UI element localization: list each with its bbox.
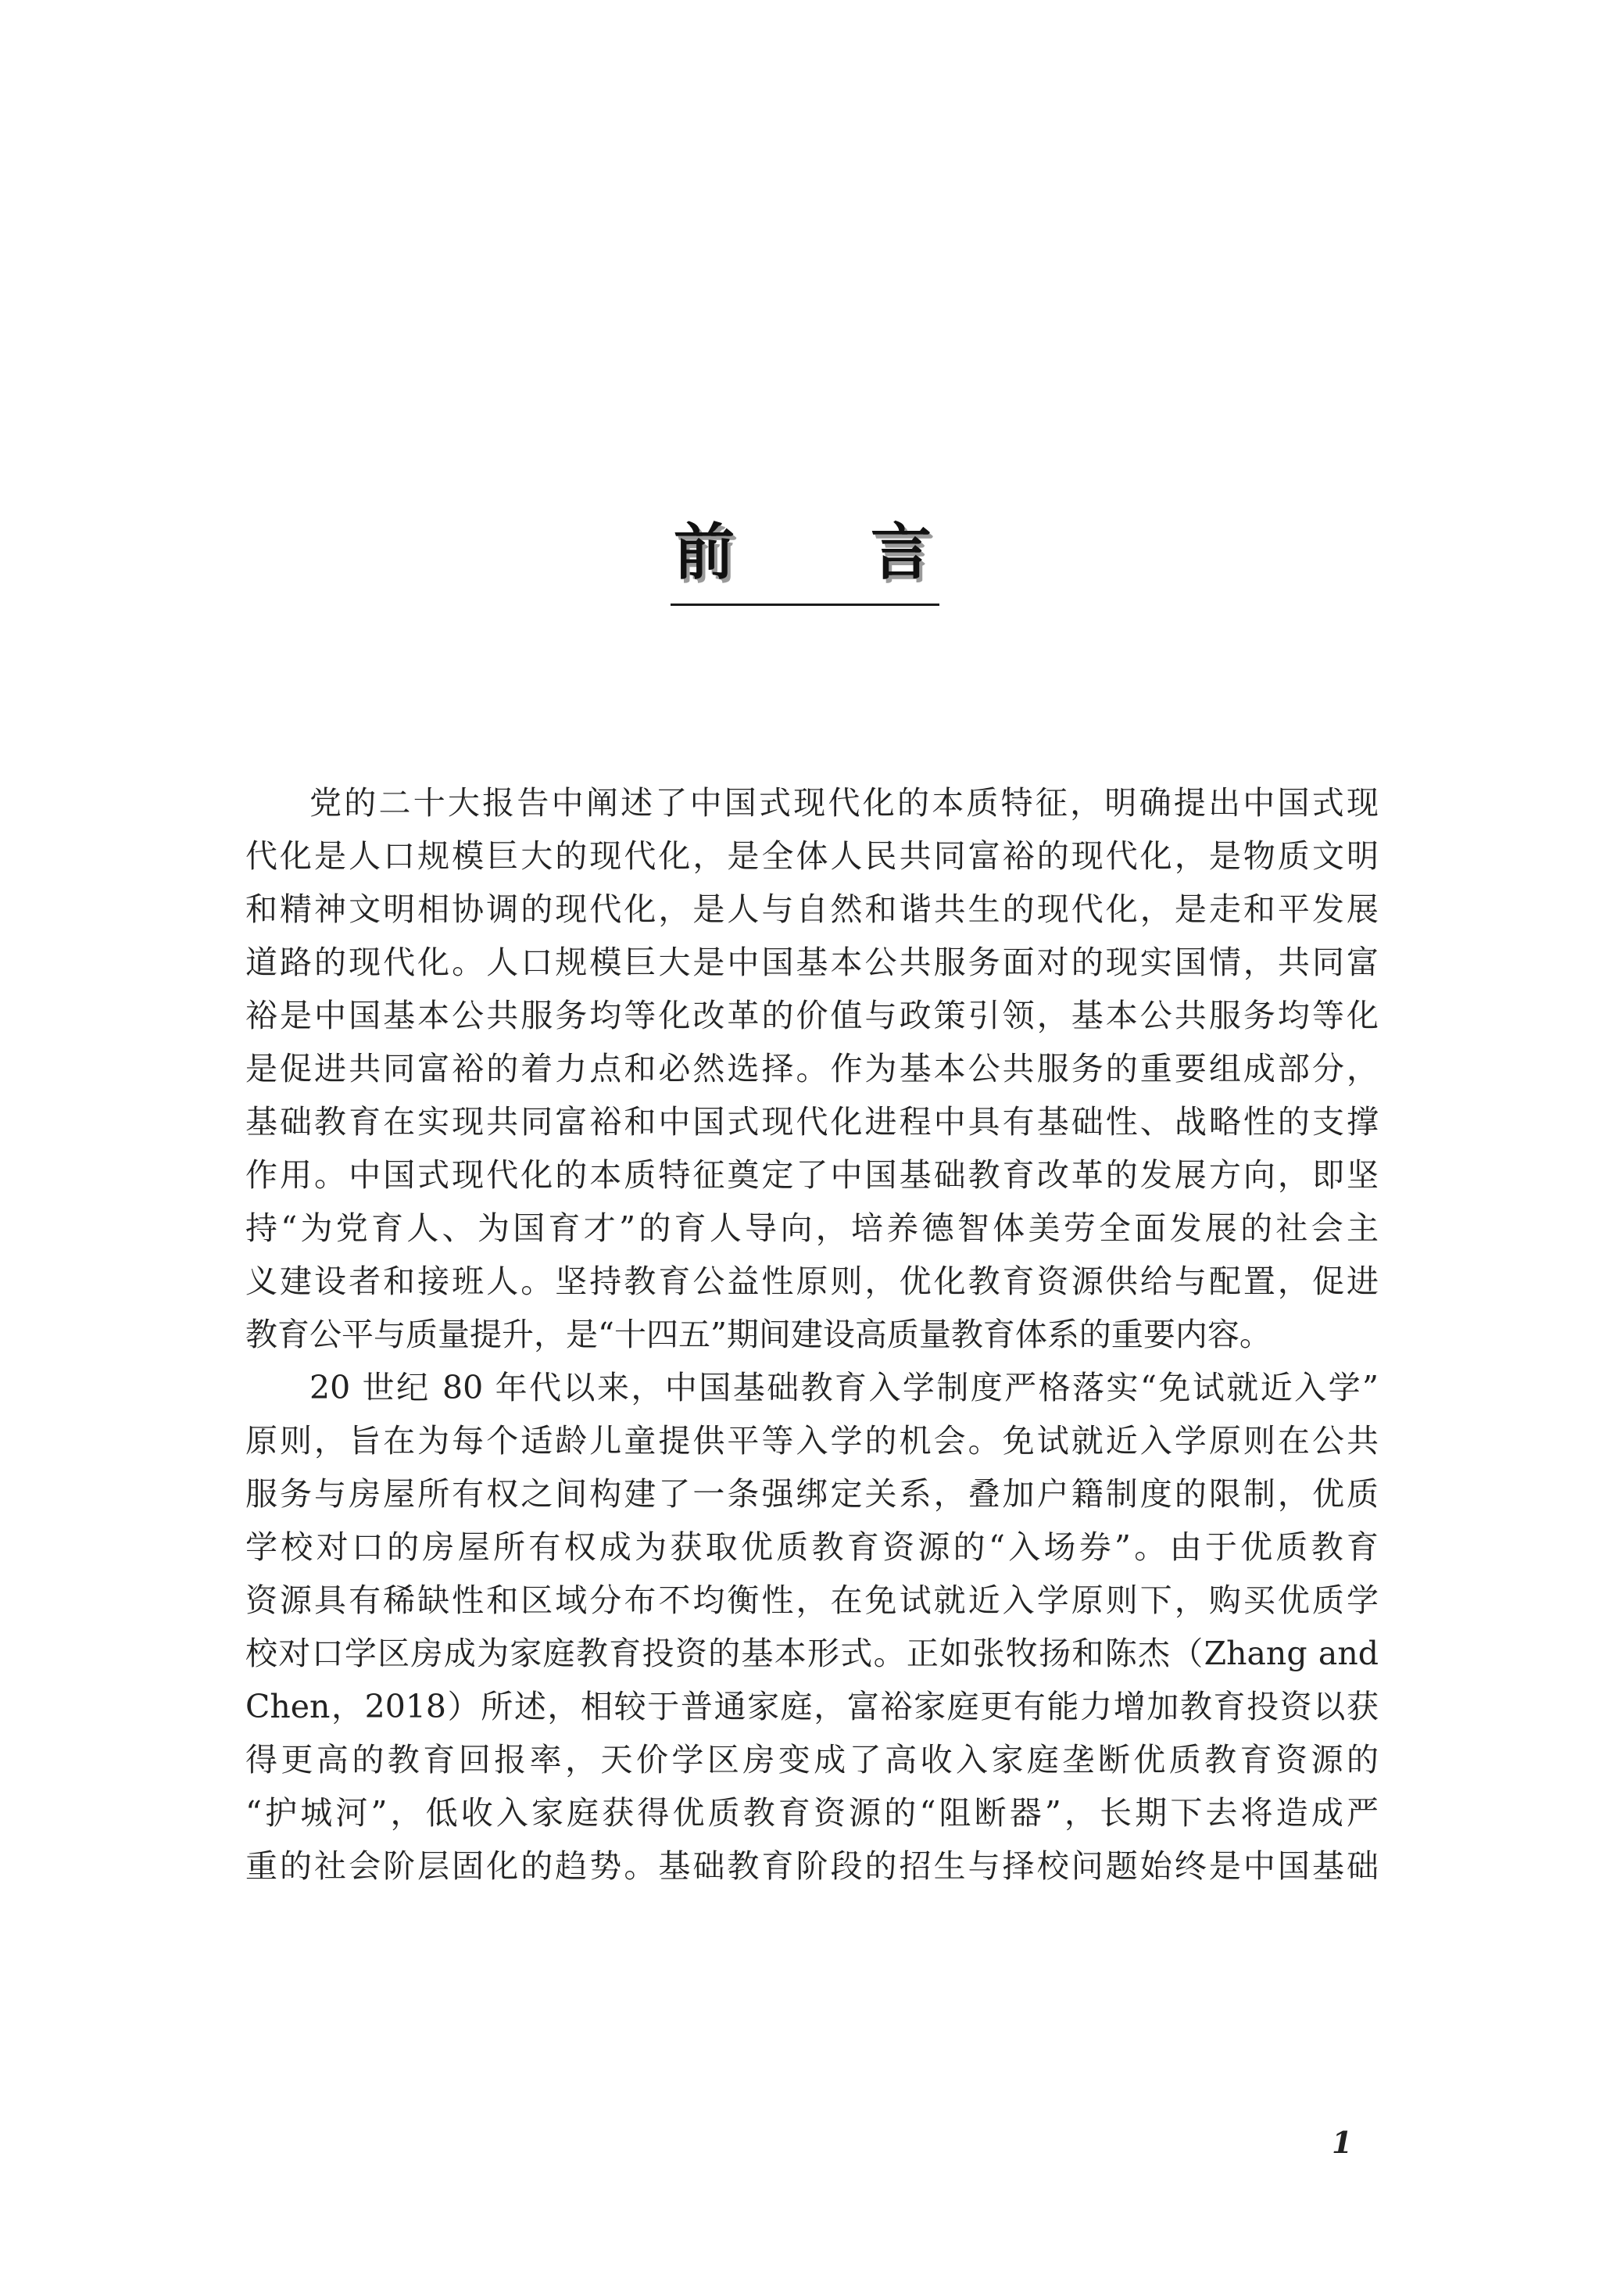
- page-title: [671, 516, 939, 606]
- text-line: 作用。中国式现代化的本质特征奠定了中国基础教育改革的发展方向，即坚: [245, 1156, 1379, 1194]
- text-line: 代化是人口规模巨大的现代化，是全体人民共同富裕的现代化，是物质文明: [245, 837, 1379, 875]
- paragraph-1: [245, 776, 1379, 1361]
- text-line: 校对口学区房成为家庭教育投资的基本形式。正如张牧扬和陈杰（Zhang and: [245, 1635, 1379, 1672]
- title-char-2: 言: [871, 517, 932, 588]
- text-line: 学校对口的房屋所有权成为获取优质教育资源的“入场券”。由于优质教育: [245, 1528, 1379, 1566]
- text-line: 得更高的教育回报率，天价学区房变成了高收入家庭垄断优质教育资源的: [245, 1741, 1379, 1778]
- text-line: 原则，旨在为每个适龄儿童提供平等入学的机会。免试就近入学原则在公共: [245, 1422, 1379, 1460]
- text-line: 党的二十大报告中阐述了中国式现代化的本质特征，明确提出中国式现: [309, 784, 1379, 822]
- text-line: 基础教育在实现共同富裕和中国式现代化进程中具有基础性、战略性的支撑: [245, 1103, 1379, 1141]
- page-number: 1: [1332, 2125, 1353, 2160]
- body-text: [245, 776, 1379, 1893]
- text-line: Chen，2018）所述，相较于普通家庭，富裕家庭更有能力增加教育投资以获: [245, 1688, 1379, 1725]
- text-line: 持“为党育人、为国育才”的育人导向，培养德智体美劳全面发展的社会主: [245, 1209, 1379, 1247]
- title-char-1: 前: [674, 517, 735, 588]
- text-line: 和精神文明相协调的现代化，是人与自然和谐共生的现代化，是走和平发展: [245, 890, 1379, 928]
- text-line: 是促进共同富裕的着力点和必然选择。作为基本公共服务的重要组成部分，: [245, 1050, 1379, 1087]
- text-line: 重的社会阶层固化的趋势。基础教育阶段的招生与择校问题始终是中国基础: [245, 1847, 1379, 1885]
- text-line: 道路的现代化。人口规模巨大是中国基本公共服务面对的现实国情，共同富: [245, 944, 1379, 981]
- text-line: 义建设者和接班人。坚持教育公益性原则，优化教育资源供给与配置，促进: [245, 1263, 1379, 1300]
- text-line: 20 世纪 80 年代以来，中国基础教育入学制度严格落实“免试就近入学”: [309, 1369, 1379, 1406]
- text-line: 服务与房屋所有权之间构建了一条强绑定关系，叠加户籍制度的限制，优质: [245, 1475, 1379, 1513]
- text-line: “护城河”，低收入家庭获得优质教育资源的“阻断器”，长期下去将造成严: [245, 1794, 1379, 1832]
- text-line: 裕是中国基本公共服务均等化改革的价值与政策引领，基本公共服务均等化: [245, 997, 1379, 1034]
- text-line: 教育公平与质量提升，是“十四五”期间建设高质量教育体系的重要内容。: [245, 1316, 1272, 1353]
- text-line: 资源具有稀缺性和区域分布不均衡性，在免试就近入学原则下，购买优质学: [245, 1581, 1379, 1619]
- paragraph-2: [245, 1361, 1379, 1893]
